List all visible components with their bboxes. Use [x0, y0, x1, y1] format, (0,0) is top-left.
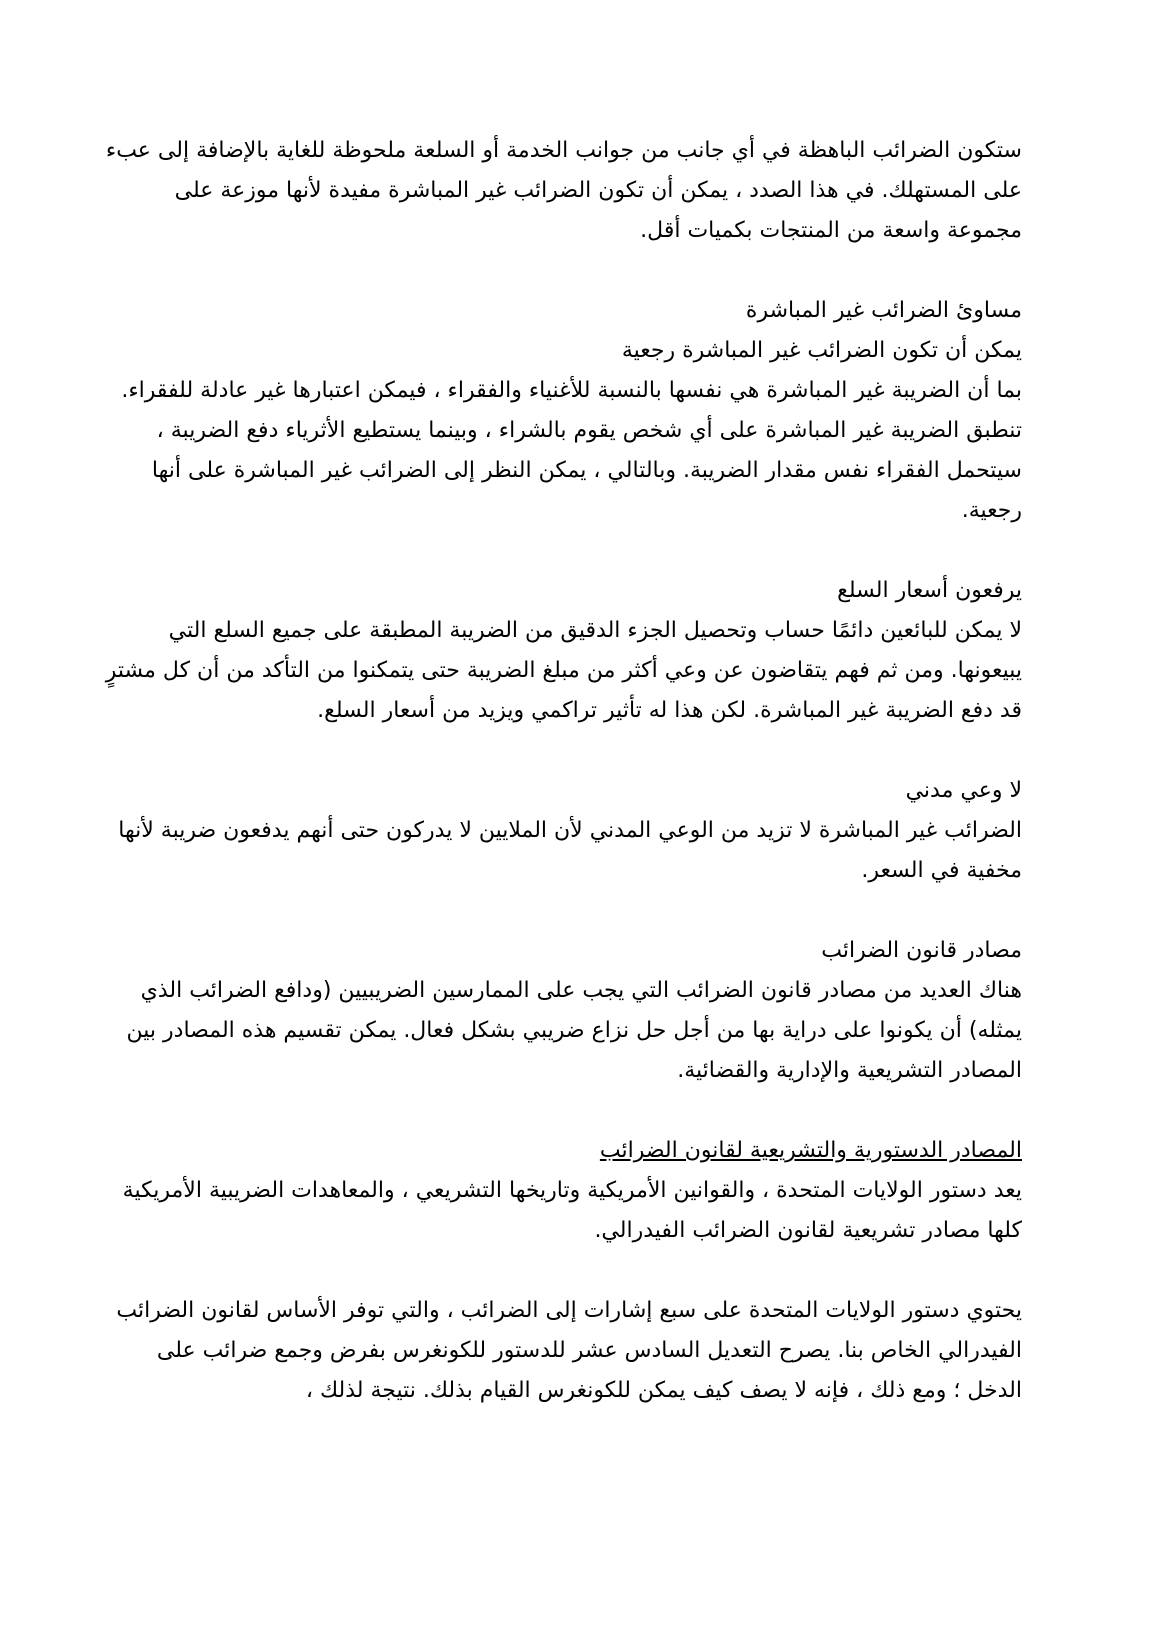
section-disadvantages-indirect-taxes [105, 291, 1022, 531]
heading-disadvantages-indirect-taxes: مساوئ الضرائب غير المباشرة [745, 298, 1022, 323]
heading-raise-goods-prices: يرفعون أسعار السلع [837, 578, 1022, 603]
section-sources-of-tax-law [105, 931, 1022, 1091]
paragraph-us-constitution-references: يحتوي دستور الولايات المتحدة على سبع إشارات إلى الضرائب ، والتي توفر الأساس لقانون الضرائب الفيدرالي الخاص بنا. يصرح التعديل السادس عشر للدستور للكونغرس بفرض وجمع ضرائب على الدخل ؛ ومع ذلك ، فإنه لا يصف كيف يمكن للكونغرس القيام بذلك. نتيجة لذلك ، [116, 1298, 1022, 1403]
paragraph-constitutional-legislative-sources: يعد دستور الولايات المتحدة ، والقوانين الأمريكية وتاريخها التشريعي ، والمعاهدات الضريبية الأمريكية كلها مصادر تشريعية لقانون الضرائب الفيدرالي. [122, 1178, 1022, 1243]
section-constitutional-legislative-sources [105, 1131, 1022, 1251]
subheading-indirect-taxes-regressive: يمكن أن تكون الضرائب غير المباشرة رجعية [621, 338, 1022, 363]
heading-no-civic-awareness: لا وعي مدني [905, 778, 1022, 803]
paragraph-exorbitant-taxes-block [105, 131, 1022, 251]
paragraph-us-constitution-references-block [105, 1291, 1022, 1411]
paragraph-raise-goods-prices: لا يمكن للبائعين دائمًا حساب وتحصيل الجزء الدقيق من الضريبة المطبقة على جميع السلع التي يبيعونها. ومن ثم فهم يتقاضون عن وعي أكثر من مبلغ الضريبة حتى يتمكنوا من التأكد من أن كل مشترٍ قد دفع الضريبة غير المباشرة. لكن هذا له تأثير تراكمي ويزيد من أسعار السلع. [105, 618, 1022, 723]
paragraph-indirect-taxes-regressive: بما أن الضريبة غير المباشرة هي نفسها بالنسبة للأغنياء والفقراء ، فيمكن اعتبارها غير عادلة للفقراء. تنطبق الضريبة غير المباشرة على أي شخص يقوم بالشراء ، وبينما يستطيع الأثرياء دفع الضريبة ، سيتحمل الفقراء نفس مقدار الضريبة. وبالتالي ، يمكن النظر إلى الضرائب غير المباشرة على أنها رجعية. [121, 378, 1022, 523]
heading-constitutional-legislative-sources: المصادر الدستورية والتشريعية لقانون الضرائب [599, 1138, 1022, 1163]
section-raise-goods-prices [105, 571, 1022, 731]
paragraph-no-civic-awareness: الضرائب غير المباشرة لا تزيد من الوعي المدني لأن الملايين لا يدركون حتى أنهم يدفعون ضريبة لأنها مخفية في السعر. [118, 818, 1022, 883]
heading-sources-of-tax-law: مصادر قانون الضرائب [821, 938, 1022, 963]
paragraph-sources-of-tax-law: هناك العديد من مصادر قانون الضرائب التي يجب على الممارسين الضريبيين (ودافع الضرائب الذي يمثله) أن يكونوا على دراية بها من أجل حل نزاع ضريبي بشكل فعال. يمكن تقسيم هذه المصادر بين المصادر التشريعية والإدارية والقضائية. [126, 978, 1022, 1083]
paragraph-exorbitant-taxes: ستكون الضرائب الباهظة في أي جانب من جوانب الخدمة أو السلعة ملحوظة للغاية بالإضافة إلى عبء على المستهلك. في هذا الصدد ، يمكن أن تكون الضرائب غير المباشرة مفيدة لأنها موزعة على مجموعة واسعة من المنتجات بكميات أقل. [105, 138, 1022, 243]
section-no-civic-awareness [105, 771, 1022, 891]
